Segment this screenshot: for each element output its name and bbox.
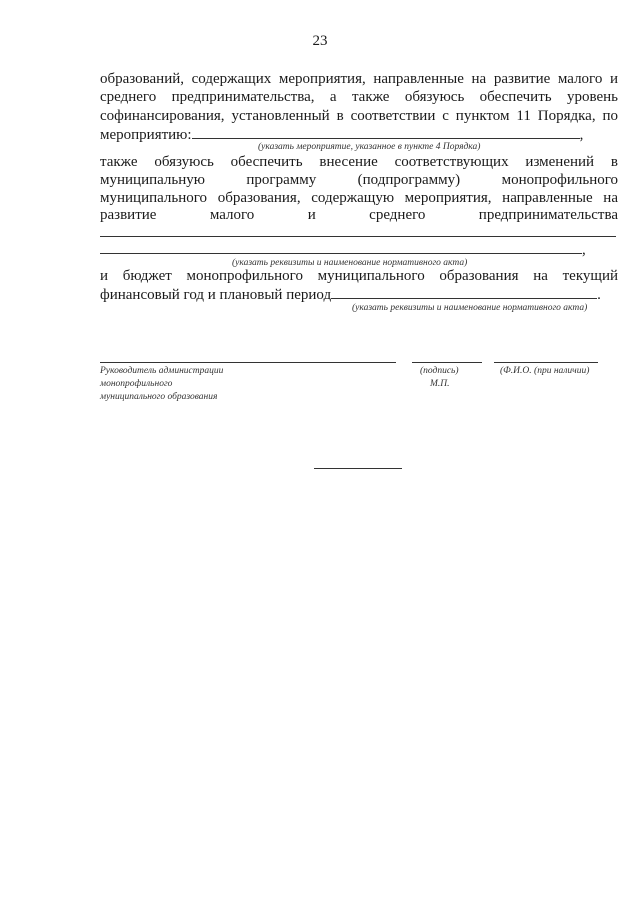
role-line1: Руководитель администрации [100,366,224,376]
para3-line2-end: . [597,287,601,303]
para2-line2: муниципальную программу (подпрограмму) монопрофильного [100,172,618,188]
para3-line1: и бюджет монопрофильного муниципального образования на текущий [100,268,618,284]
activity-hint: (указать мероприятие, указанное в пункте 4 Порядка) [258,142,481,152]
signature-fill-line[interactable] [412,362,482,363]
regulatory-act-hint: (указать реквизиты и наименование нормативного акта) [232,258,468,268]
budget-act-fill-line[interactable] [331,285,597,299]
budget-act-hint: (указать реквизиты и наименование нормативного акта) [352,303,588,313]
role-line2: монопрофильного [100,379,173,389]
full-name-fill-line[interactable] [494,362,598,363]
end-divider [314,468,402,469]
full-name-label: (Ф.И.О. (при наличии) [500,366,590,376]
role-line3: муниципального образования [100,392,218,402]
para2-line4: развитие малого и среднего предпринимательства [100,207,618,223]
regulatory-act-fill-line-2[interactable] [100,240,582,254]
para1-line3: софинансирования, установленный в соответствии с пунктом 11 Порядка, по [100,108,618,124]
para2-line1: также обязуюсь обеспечить внесение соответствующих изменений в [100,154,618,170]
activity-fill-line[interactable] [192,125,580,139]
para2-line6-end: , [582,242,586,258]
para2-line6 [100,240,618,259]
para3-line2 [100,285,618,304]
signature-label: (подпись) [420,366,459,376]
para1-line1: образований, содержащих мероприятия, направленные на развитие малого и [100,71,618,87]
regulatory-act-fill-line-1[interactable] [100,236,616,237]
para1-line2: среднего предпринимательства, а также обязуюсь обеспечить уровень [100,89,618,105]
page-number: 23 [312,33,328,49]
para1-line4-label: мероприятию: [100,127,192,143]
role-fill-line[interactable] [100,362,396,363]
stamp-label: М.П. [430,379,450,389]
para1-line4-end: , [579,127,584,143]
para2-line3: муниципального образования, содержащую мероприятия, направленные на [100,190,618,206]
para3-line2-label: финансовый год и плановый период [100,287,332,303]
